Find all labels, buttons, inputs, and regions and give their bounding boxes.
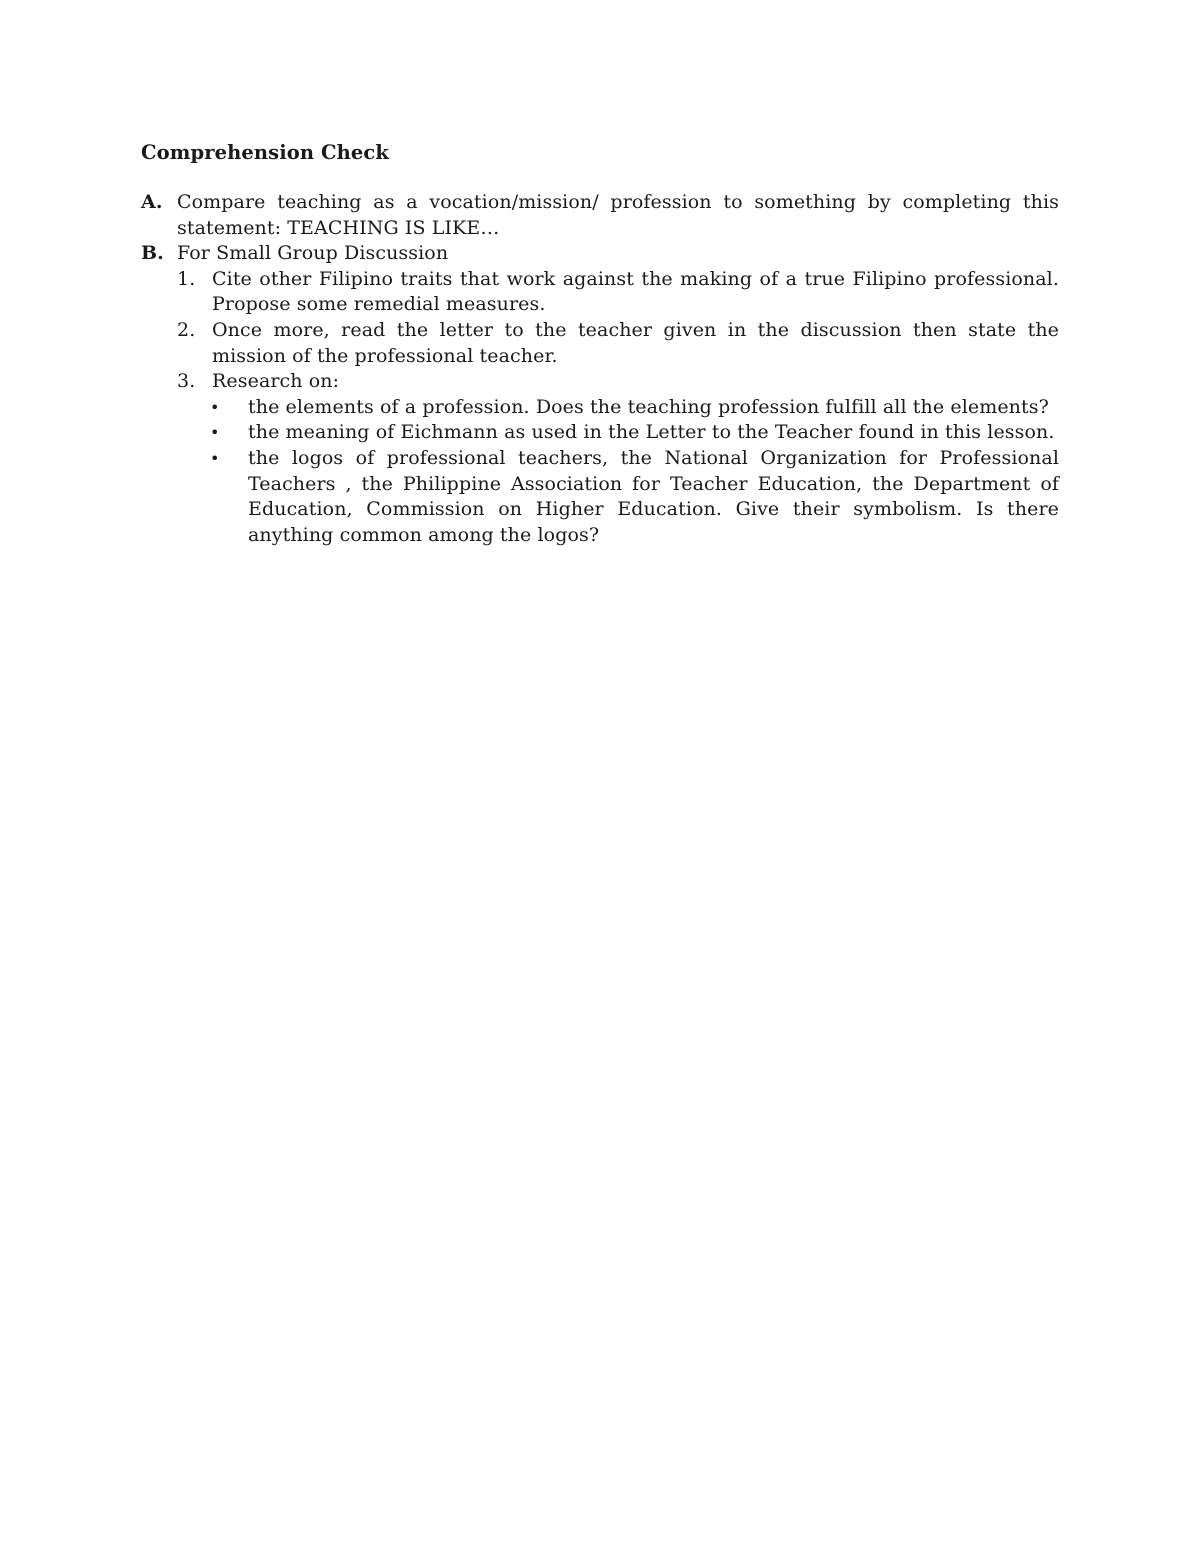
document-page: [141, 140, 1059, 548]
list-item-text: Once more, read the letter to the teacher given in the discussion then state the mission of the professional teacher.: [212, 318, 1059, 367]
section-a-marker: A.: [141, 191, 163, 213]
bullet-item: [141, 446, 1059, 548]
list-item: [141, 369, 1059, 395]
bullet-item: [141, 420, 1059, 446]
list-item-number: 3.: [177, 370, 196, 393]
bullet-glyph: •: [210, 448, 220, 468]
section-heading: Comprehension Check: [141, 141, 389, 164]
list-item-number: 2.: [177, 318, 196, 341]
bullet-item: [141, 395, 1059, 421]
bullet-item-text: the meaning of Eichmann as used in the Letter to the Teacher found in this lesson.: [248, 421, 1055, 444]
section-a: [141, 190, 1059, 241]
bullet-glyph: •: [210, 423, 220, 443]
list-item-text: Cite other Filipino traits that work against the making of a true Filipino professional. Propose some remedial measures.: [212, 267, 1059, 316]
section-a-text: Compare teaching as a vocation/mission/ profession to something by completing this statement: TEACHING IS LIKE…: [177, 191, 1059, 239]
discussion-list: [141, 267, 1059, 549]
list-item: [141, 267, 1059, 318]
section-b-marker: B.: [141, 242, 164, 265]
list-item-text: Research on:: [212, 370, 340, 393]
list-item: [141, 318, 1059, 369]
section-b-text: For Small Group Discussion: [177, 242, 449, 265]
list-item-number: 1.: [177, 267, 196, 290]
bullet-glyph: •: [210, 397, 220, 417]
section-b: [141, 241, 1059, 267]
bullet-item-text: the elements of a profession. Does the teaching profession fulfill all the elements?: [248, 395, 1049, 418]
bullet-item-text: the logos of professional teachers, the National Organization for Professional Teachers , the Philippine Association for Teacher Education, the Department of Education, Commission on Higher Education. Give their symbolism. Is there anything common among the logos?: [248, 446, 1059, 546]
